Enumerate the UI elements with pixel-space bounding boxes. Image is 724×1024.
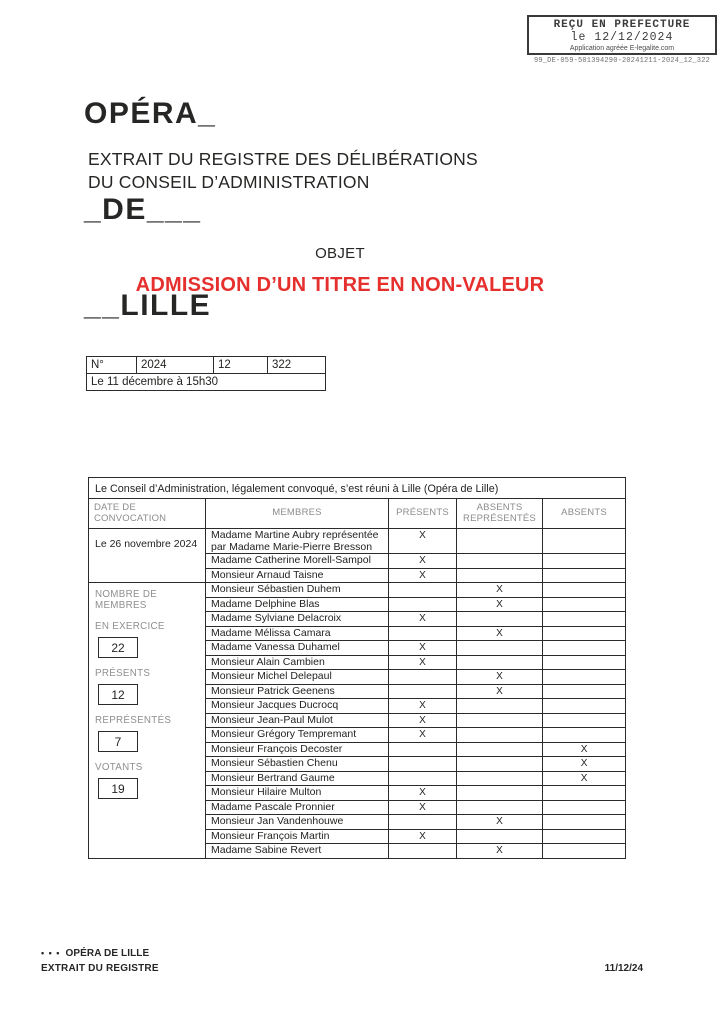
present-mark: X <box>389 786 457 801</box>
represented-mark <box>457 529 543 554</box>
document-title-line-1: EXTRAIT DU REGISTRE DES DÉLIBÉRATIONS <box>88 149 478 169</box>
attendance-table <box>88 477 626 859</box>
represented-mark <box>457 713 543 728</box>
document-title <box>88 148 478 194</box>
member-row <box>89 529 626 554</box>
present-mark: X <box>389 612 457 627</box>
footer-brand: OPÉRA DE LILLE <box>65 948 150 959</box>
absent-mark <box>543 655 626 670</box>
absent-mark <box>543 529 626 554</box>
represented-mark <box>457 757 543 772</box>
member-counts-block <box>93 589 205 799</box>
absent-mark <box>543 612 626 627</box>
member-name: Monsieur Michel Delepaul <box>206 670 389 685</box>
absent-mark: X <box>543 757 626 772</box>
member-name: Monsieur Grégory Tempremant <box>206 728 389 743</box>
represented-mark: X <box>457 626 543 641</box>
conseil-intro-row <box>89 478 626 499</box>
stamp-application-label: Application agréée E-legalite.com <box>569 45 675 52</box>
member-name: Monsieur Sébastien Chenu <box>206 757 389 772</box>
represented-mark <box>457 612 543 627</box>
footer-date: 11/12/24 <box>604 963 643 974</box>
represented-mark: X <box>457 583 543 598</box>
logo-line-3: __LILLE <box>84 289 212 322</box>
represented-mark: X <box>457 844 543 859</box>
absent-mark <box>543 699 626 714</box>
convocation-date: Le 26 novembre 2024 <box>89 529 206 583</box>
ref-month: 12 <box>214 357 268 374</box>
absent-mark <box>543 597 626 612</box>
represented-mark <box>457 728 543 743</box>
votants-count-value: 19 <box>98 778 138 799</box>
present-mark <box>389 670 457 685</box>
member-name: Monsieur Jean-Paul Mulot <box>206 713 389 728</box>
member-name: Madame Martine Aubry représentée par Madame Marie-Pierre Bresson <box>206 529 389 554</box>
member-name: Madame Sabine Revert <box>206 844 389 859</box>
stats-cell <box>89 583 206 859</box>
absent-mark <box>543 728 626 743</box>
member-name: Monsieur Patrick Geenens <box>206 684 389 699</box>
present-mark: X <box>389 529 457 554</box>
three-dots-icon: • • • <box>41 948 61 958</box>
conseil-intro: Le Conseil d’Administration, légalement convoqué, s’est réuni à Lille (Opéra de Lille) <box>89 478 626 499</box>
member-name: Madame Sylviane Delacroix <box>206 612 389 627</box>
logo-line-2: _DE___ <box>84 193 202 226</box>
header-presents: PRÉSENTS <box>389 499 457 529</box>
header-absents: ABSENTS <box>543 499 626 529</box>
present-mark <box>389 815 457 830</box>
absent-mark <box>543 568 626 583</box>
session-datetime: Le 11 décembre à 15h30 <box>87 374 326 391</box>
deliberation-title: ADMISSION D’UN TITRE EN NON-VALEUR <box>135 274 545 296</box>
ref-number: 322 <box>268 357 326 374</box>
absent-mark <box>543 713 626 728</box>
en-exercice-value: 22 <box>98 637 138 658</box>
stamp-reference-code: 99_DE-059-501394290-20241211-2024_12_322 <box>533 57 711 65</box>
stamp-received-label: REÇU EN PREFECTURE <box>553 19 691 31</box>
present-mark <box>389 583 457 598</box>
present-mark <box>389 684 457 699</box>
absent-mark <box>543 815 626 830</box>
member-name: Madame Delphine Blas <box>206 597 389 612</box>
objet-section <box>60 245 620 297</box>
member-name: Madame Pascale Pronnier <box>206 800 389 815</box>
absent-mark <box>543 684 626 699</box>
objet-label: OBJET <box>315 245 365 262</box>
header-membres: MEMBRES <box>206 499 389 529</box>
document-title-line-2: DU CONSEIL D’ADMINISTRATION <box>88 172 370 192</box>
represented-mark <box>457 655 543 670</box>
member-name: Monsieur Hilaire Multon <box>206 786 389 801</box>
represented-mark <box>457 554 543 569</box>
stamp-date: le 12/12/2024 <box>570 31 674 44</box>
represented-mark: X <box>457 684 543 699</box>
footer-brand-line <box>41 948 159 959</box>
absent-mark: X <box>543 742 626 757</box>
member-name: Madame Catherine Morell-Sampol <box>206 554 389 569</box>
present-mark: X <box>389 568 457 583</box>
present-mark: X <box>389 829 457 844</box>
represented-mark <box>457 786 543 801</box>
header-absents-representes: ABSENTS REPRÉSENTÉS <box>457 499 543 529</box>
present-mark <box>389 771 457 786</box>
present-mark: X <box>389 641 457 656</box>
represented-mark <box>457 699 543 714</box>
member-name: Monsieur Arnaud Taisne <box>206 568 389 583</box>
absent-mark <box>543 786 626 801</box>
representes-count-value: 7 <box>98 731 138 752</box>
opera-de-lille-logo <box>84 34 216 386</box>
absent-mark: X <box>543 771 626 786</box>
present-mark: X <box>389 800 457 815</box>
footer-left-block <box>41 948 159 974</box>
absent-mark <box>543 829 626 844</box>
present-mark: X <box>389 655 457 670</box>
stamp-box <box>527 15 717 55</box>
session-datetime-row <box>87 374 326 391</box>
represented-mark <box>457 742 543 757</box>
member-name: Monsieur François Decoster <box>206 742 389 757</box>
present-mark <box>389 757 457 772</box>
ref-year: 2024 <box>137 357 214 374</box>
present-mark <box>389 742 457 757</box>
member-name: Monsieur Jacques Ducrocq <box>206 699 389 714</box>
column-header-row <box>89 499 626 529</box>
members-count-label: NOMBRE DE MEMBRES <box>95 589 158 611</box>
represented-mark: X <box>457 815 543 830</box>
logo-line-1: OPÉRA_ <box>84 97 217 130</box>
present-mark: X <box>389 699 457 714</box>
member-name: Monsieur Jan Vandenhouwe <box>206 815 389 830</box>
header-date-de-convocation: DATE DE CONVOCATION <box>89 499 206 529</box>
represented-mark: X <box>457 597 543 612</box>
present-mark: X <box>389 713 457 728</box>
representes-count-label: REPRÉSENTÉS <box>95 715 172 726</box>
presents-count-value: 12 <box>98 684 138 705</box>
absent-mark <box>543 583 626 598</box>
member-name: Madame Vanessa Duhamel <box>206 641 389 656</box>
represented-mark: X <box>457 670 543 685</box>
prefecture-stamp <box>527 15 717 65</box>
member-name: Monsieur Alain Cambien <box>206 655 389 670</box>
member-name: Madame Mélissa Camara <box>206 626 389 641</box>
reference-table <box>86 356 326 391</box>
present-mark: X <box>389 554 457 569</box>
member-row <box>89 583 626 598</box>
present-mark: X <box>389 728 457 743</box>
absent-mark <box>543 641 626 656</box>
absent-mark <box>543 800 626 815</box>
votants-count-label: VOTANTS <box>95 762 143 773</box>
represented-mark <box>457 800 543 815</box>
member-name: Monsieur Sébastien Duhem <box>206 583 389 598</box>
represented-mark <box>457 641 543 656</box>
reference-number-row <box>87 357 326 374</box>
en-exercice-label: EN EXERCICE <box>95 621 165 632</box>
represented-mark <box>457 829 543 844</box>
absent-mark <box>543 626 626 641</box>
absent-mark <box>543 670 626 685</box>
presents-count-label: PRÉSENTS <box>95 668 151 679</box>
ref-number-label: N° <box>87 357 137 374</box>
present-mark <box>389 626 457 641</box>
footer-doc-label: EXTRAIT DU REGISTRE <box>41 963 159 974</box>
member-name: Monsieur François Martin <box>206 829 389 844</box>
absent-mark <box>543 554 626 569</box>
present-mark <box>389 844 457 859</box>
absent-mark <box>543 844 626 859</box>
represented-mark <box>457 568 543 583</box>
represented-mark <box>457 771 543 786</box>
present-mark <box>389 597 457 612</box>
member-name: Monsieur Bertrand Gaume <box>206 771 389 786</box>
